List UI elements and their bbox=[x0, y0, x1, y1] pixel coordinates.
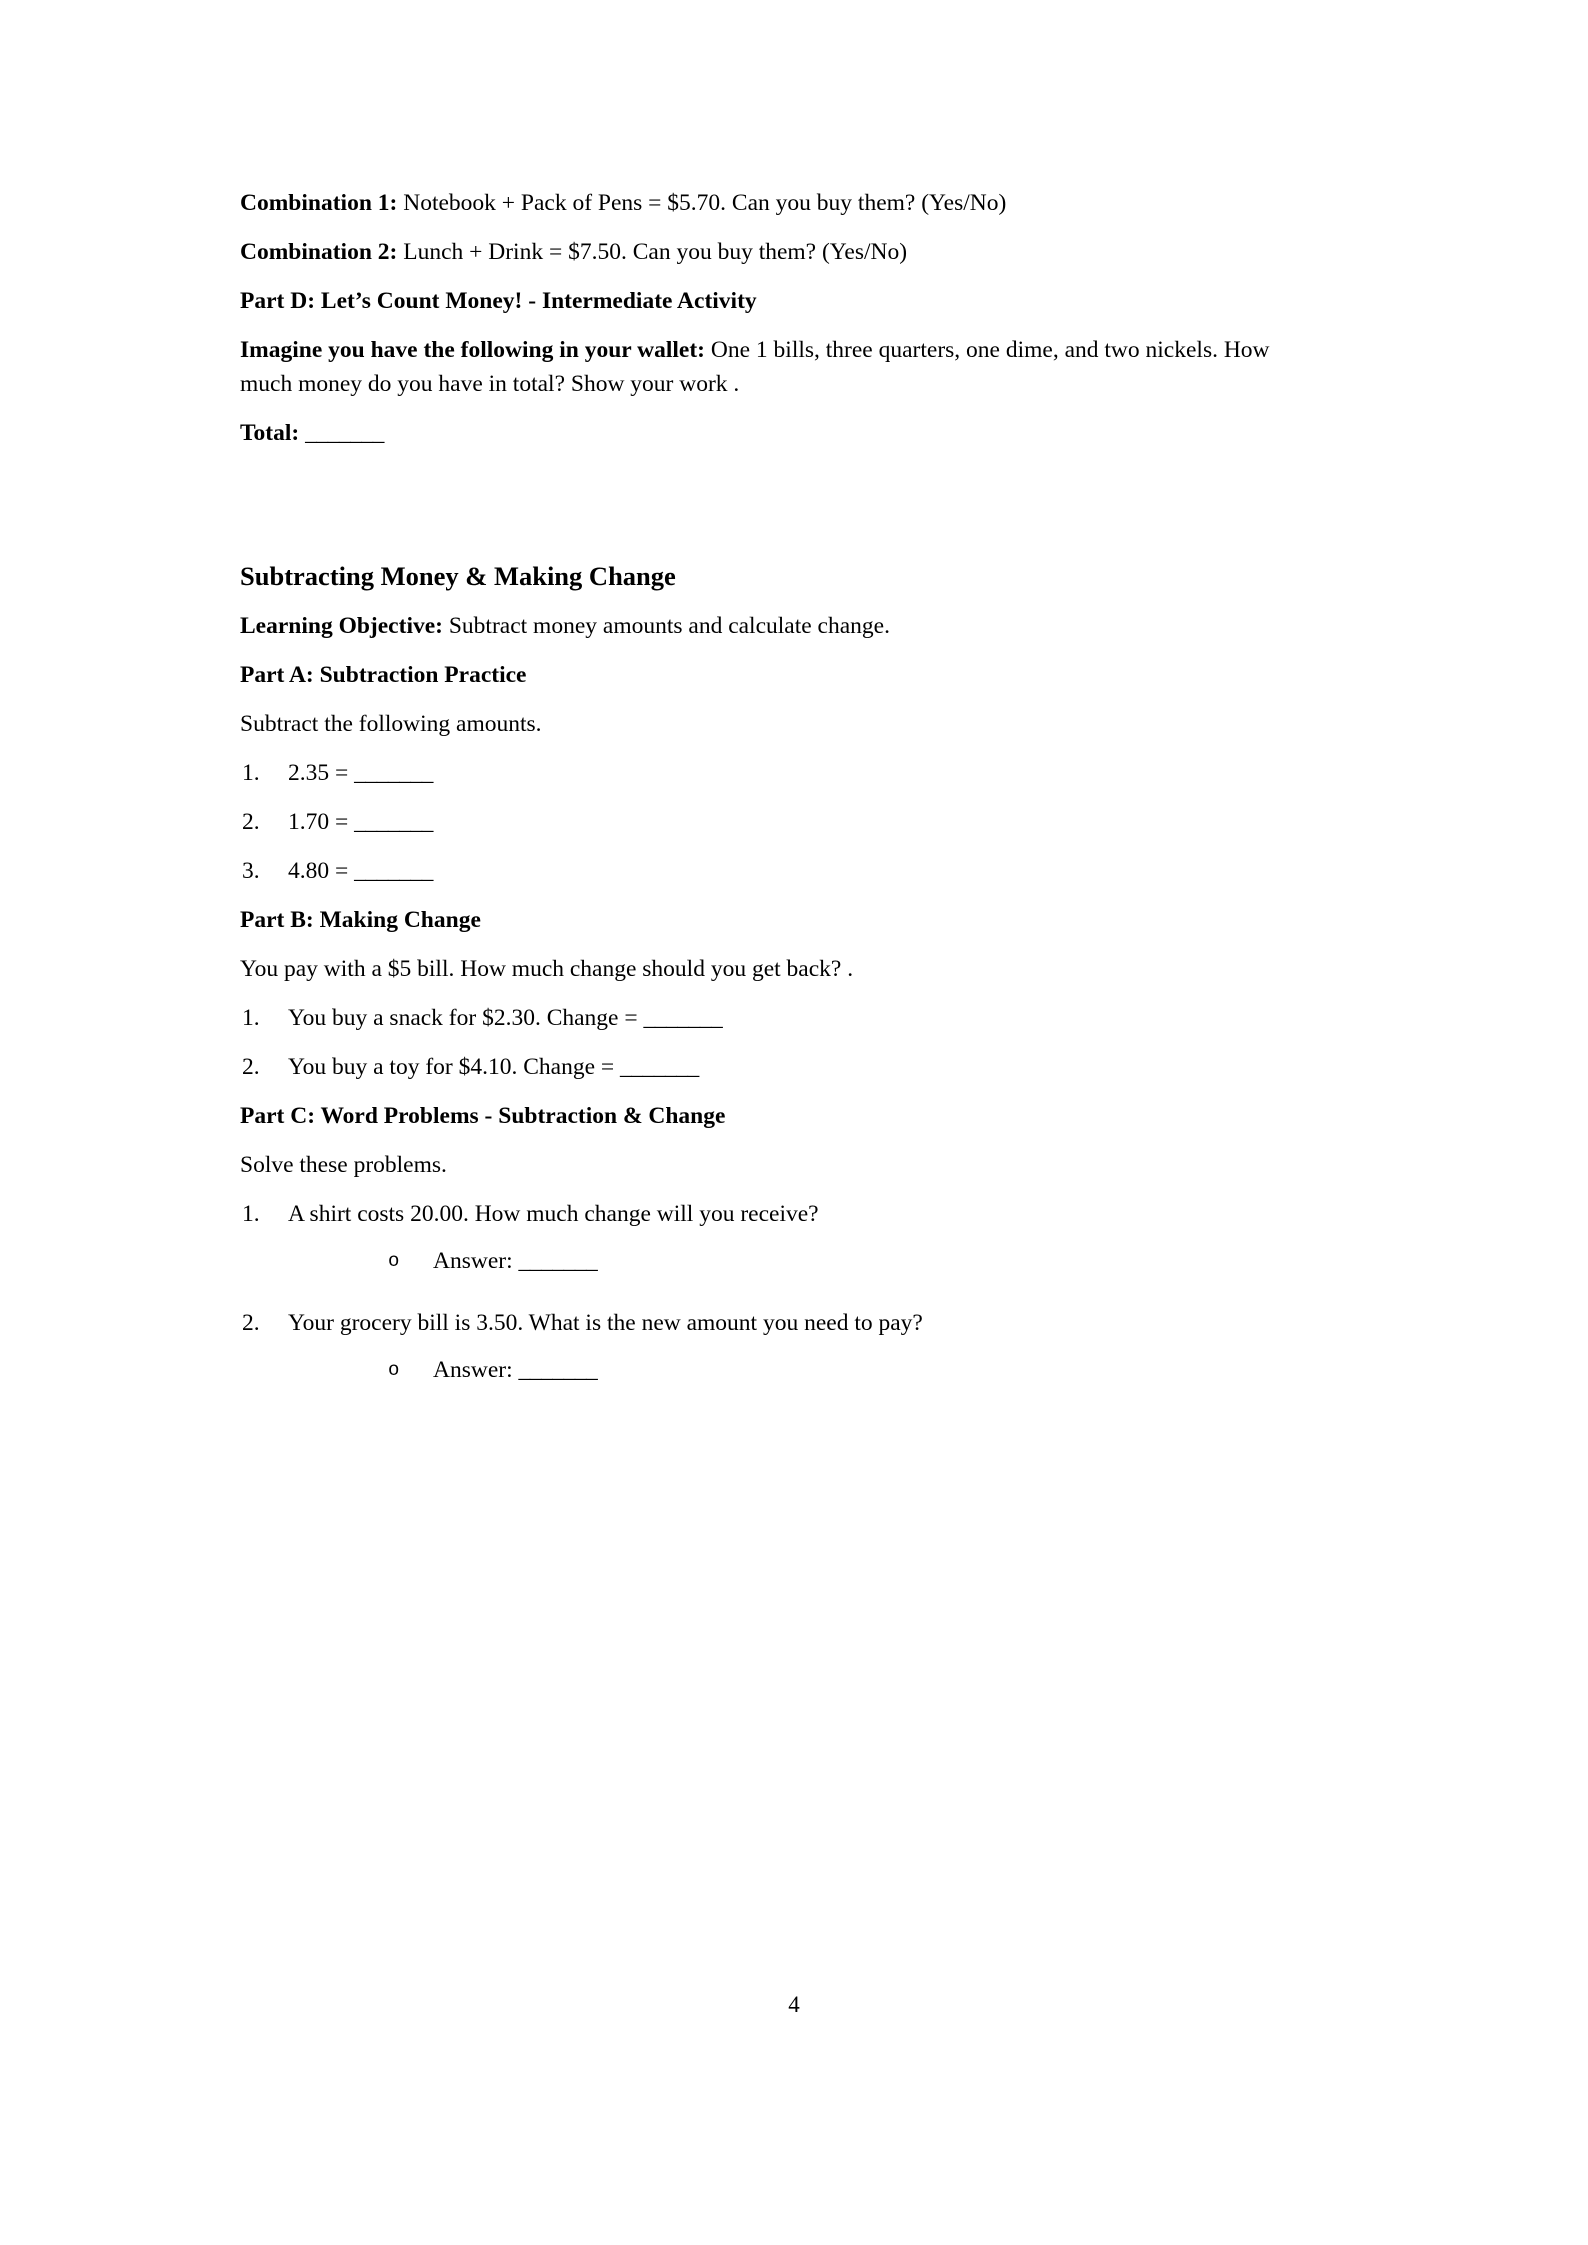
wallet-prompt-text: One 1 bills, three quarters, one dime, and two nickels. How much money do you have in total? Show your work . bbox=[240, 337, 1270, 397]
answer-blank[interactable]: _______ bbox=[620, 1054, 699, 1080]
page-content bbox=[240, 186, 1325, 1402]
list-item-text: A shirt costs 20.00. How much change will you receive? bbox=[288, 1201, 819, 1227]
answer-sublist bbox=[288, 1353, 1325, 1387]
combination-2-text: Lunch + Drink = $7.50. Can you buy them? (Yes/No) bbox=[397, 239, 908, 265]
list-item-text: You buy a toy for $4.10. Change = bbox=[288, 1054, 621, 1080]
combination-1-line bbox=[240, 186, 1325, 220]
combination-2-line bbox=[240, 235, 1325, 269]
part-d-heading: Part D: Let’s Count Money! - Intermediate Activity bbox=[240, 288, 757, 314]
part-c-heading: Part C: Word Problems - Subtraction & Change bbox=[240, 1103, 726, 1129]
part-b-list bbox=[240, 1001, 1325, 1084]
list-item-text: 1.70 = bbox=[288, 809, 355, 835]
list-item bbox=[240, 1001, 1325, 1035]
list-item bbox=[240, 854, 1325, 888]
part-b-heading: Part B: Making Change bbox=[240, 907, 481, 933]
wallet-prompt bbox=[240, 333, 1325, 401]
part-b-instruction: You pay with a $5 bill. How much change should you get back? . bbox=[240, 956, 854, 982]
list-marker: 2. bbox=[242, 1310, 260, 1336]
list-item bbox=[240, 805, 1325, 839]
list-item bbox=[240, 1050, 1325, 1084]
sub-list-item bbox=[288, 1244, 1325, 1278]
page-number-footer: 4 bbox=[788, 1992, 800, 2017]
total-answer-blank[interactable]: _______ bbox=[305, 420, 384, 446]
circle-bullet-icon: o bbox=[388, 1250, 400, 1272]
list-marker: 1. bbox=[242, 1005, 260, 1031]
total-label: Total: bbox=[240, 420, 300, 446]
total-line bbox=[240, 416, 1325, 450]
answer-label: Answer: bbox=[433, 1248, 513, 1274]
list-marker: 3. bbox=[242, 858, 260, 884]
list-item bbox=[240, 1197, 1325, 1278]
section-spacer bbox=[240, 465, 1325, 559]
list-item-text: You buy a snack for $2.30. Change = bbox=[288, 1005, 644, 1031]
combination-1-label: Combination 1: bbox=[240, 190, 398, 216]
answer-sublist bbox=[288, 1244, 1325, 1278]
answer-blank[interactable]: _______ bbox=[354, 809, 433, 835]
list-item bbox=[240, 1306, 1325, 1387]
part-c-instruction: Solve these problems. bbox=[240, 1152, 447, 1178]
combination-2-label: Combination 2: bbox=[240, 239, 398, 265]
part-a-list bbox=[240, 756, 1325, 888]
list-marker: 2. bbox=[242, 809, 260, 835]
combination-1-text: Notebook + Pack of Pens = $5.70. Can you buy them? (Yes/No) bbox=[397, 190, 1007, 216]
part-c-list bbox=[240, 1197, 1325, 1387]
answer-blank[interactable]: _______ bbox=[643, 1005, 723, 1031]
answer-blank[interactable]: _______ bbox=[518, 1248, 598, 1274]
circle-bullet-icon: o bbox=[388, 1359, 400, 1381]
sub-list-item bbox=[288, 1353, 1325, 1387]
list-item-text: 4.80 = bbox=[288, 858, 355, 884]
part-a-heading: Part A: Subtraction Practice bbox=[240, 662, 527, 688]
answer-blank[interactable]: _______ bbox=[518, 1357, 598, 1383]
learning-objective-label: Learning Objective: bbox=[240, 613, 443, 639]
answer-blank[interactable]: _______ bbox=[354, 858, 433, 884]
list-marker: 1. bbox=[242, 1201, 260, 1227]
answer-label: Answer: bbox=[433, 1357, 513, 1383]
learning-objective-text: Subtract money amounts and calculate change. bbox=[442, 613, 890, 639]
answer-blank[interactable]: _______ bbox=[354, 760, 433, 786]
subtracting-money-heading: Subtracting Money & Making Change bbox=[240, 561, 676, 591]
wallet-prompt-label: Imagine you have the following in your wallet: bbox=[240, 337, 706, 363]
list-item-text: Your grocery bill is 3.50. What is the new amount you need to pay? bbox=[288, 1310, 923, 1336]
learning-objective-line bbox=[240, 609, 1325, 643]
list-marker: 1. bbox=[242, 760, 260, 786]
list-item-text: 2.35 = bbox=[288, 760, 355, 786]
list-marker: 2. bbox=[242, 1054, 260, 1080]
part-a-instruction: Subtract the following amounts. bbox=[240, 711, 542, 737]
list-item bbox=[240, 756, 1325, 790]
